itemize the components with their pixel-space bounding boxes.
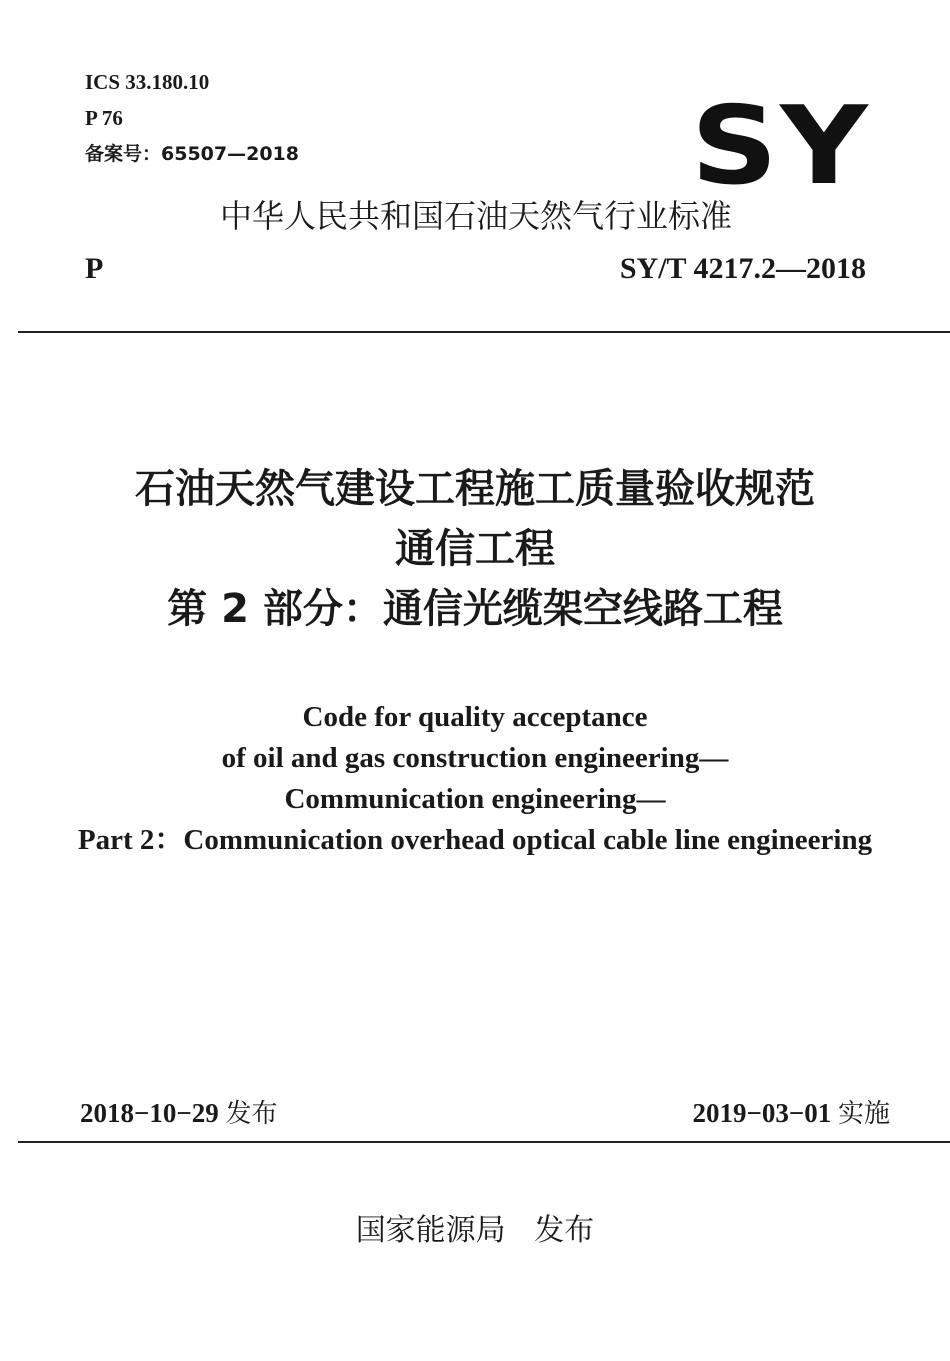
classification-code: P 76 [85,106,123,130]
issue-date-line [80,1096,278,1131]
top-divider [18,331,950,333]
standard-type-heading [0,196,950,236]
english-title-line-3: Communication engineering— [284,783,666,815]
category-letter: P [85,252,104,285]
sy-logo: SY [690,84,870,209]
issue-date: 2018−10−29 [80,1098,219,1128]
english-title-line-1: Code for quality acceptance [302,701,648,733]
implementation-label: 实施 [837,1099,890,1129]
chinese-title-line-2: 通信工程 [395,526,555,572]
english-title-line-2: of oil and gas construction engineering— [221,742,729,774]
publisher: 国家能源局 发布 [355,1213,595,1248]
english-title-line-4: Part 2：Communication overhead optical cable line engineering [77,824,873,856]
bottom-divider [18,1141,950,1143]
issue-label: 发布 [225,1099,278,1129]
standard-number: SY/T 4217.2—2018 [619,252,866,285]
standard-type-text: 中华人民共和国石油天然气行业标准 [219,197,732,235]
chinese-title-line-1: 石油天然气建设工程施工质量验收规范 [135,466,815,512]
ics-code: ICS 33.180.10 [85,70,210,94]
record-number: 备案号：65507—2018 [85,143,299,165]
chinese-title-line-3: 第 2 部分：通信光缆架空线路工程 [167,586,783,632]
implementation-date-line [692,1096,890,1131]
implementation-date: 2019−03−01 [692,1098,832,1128]
